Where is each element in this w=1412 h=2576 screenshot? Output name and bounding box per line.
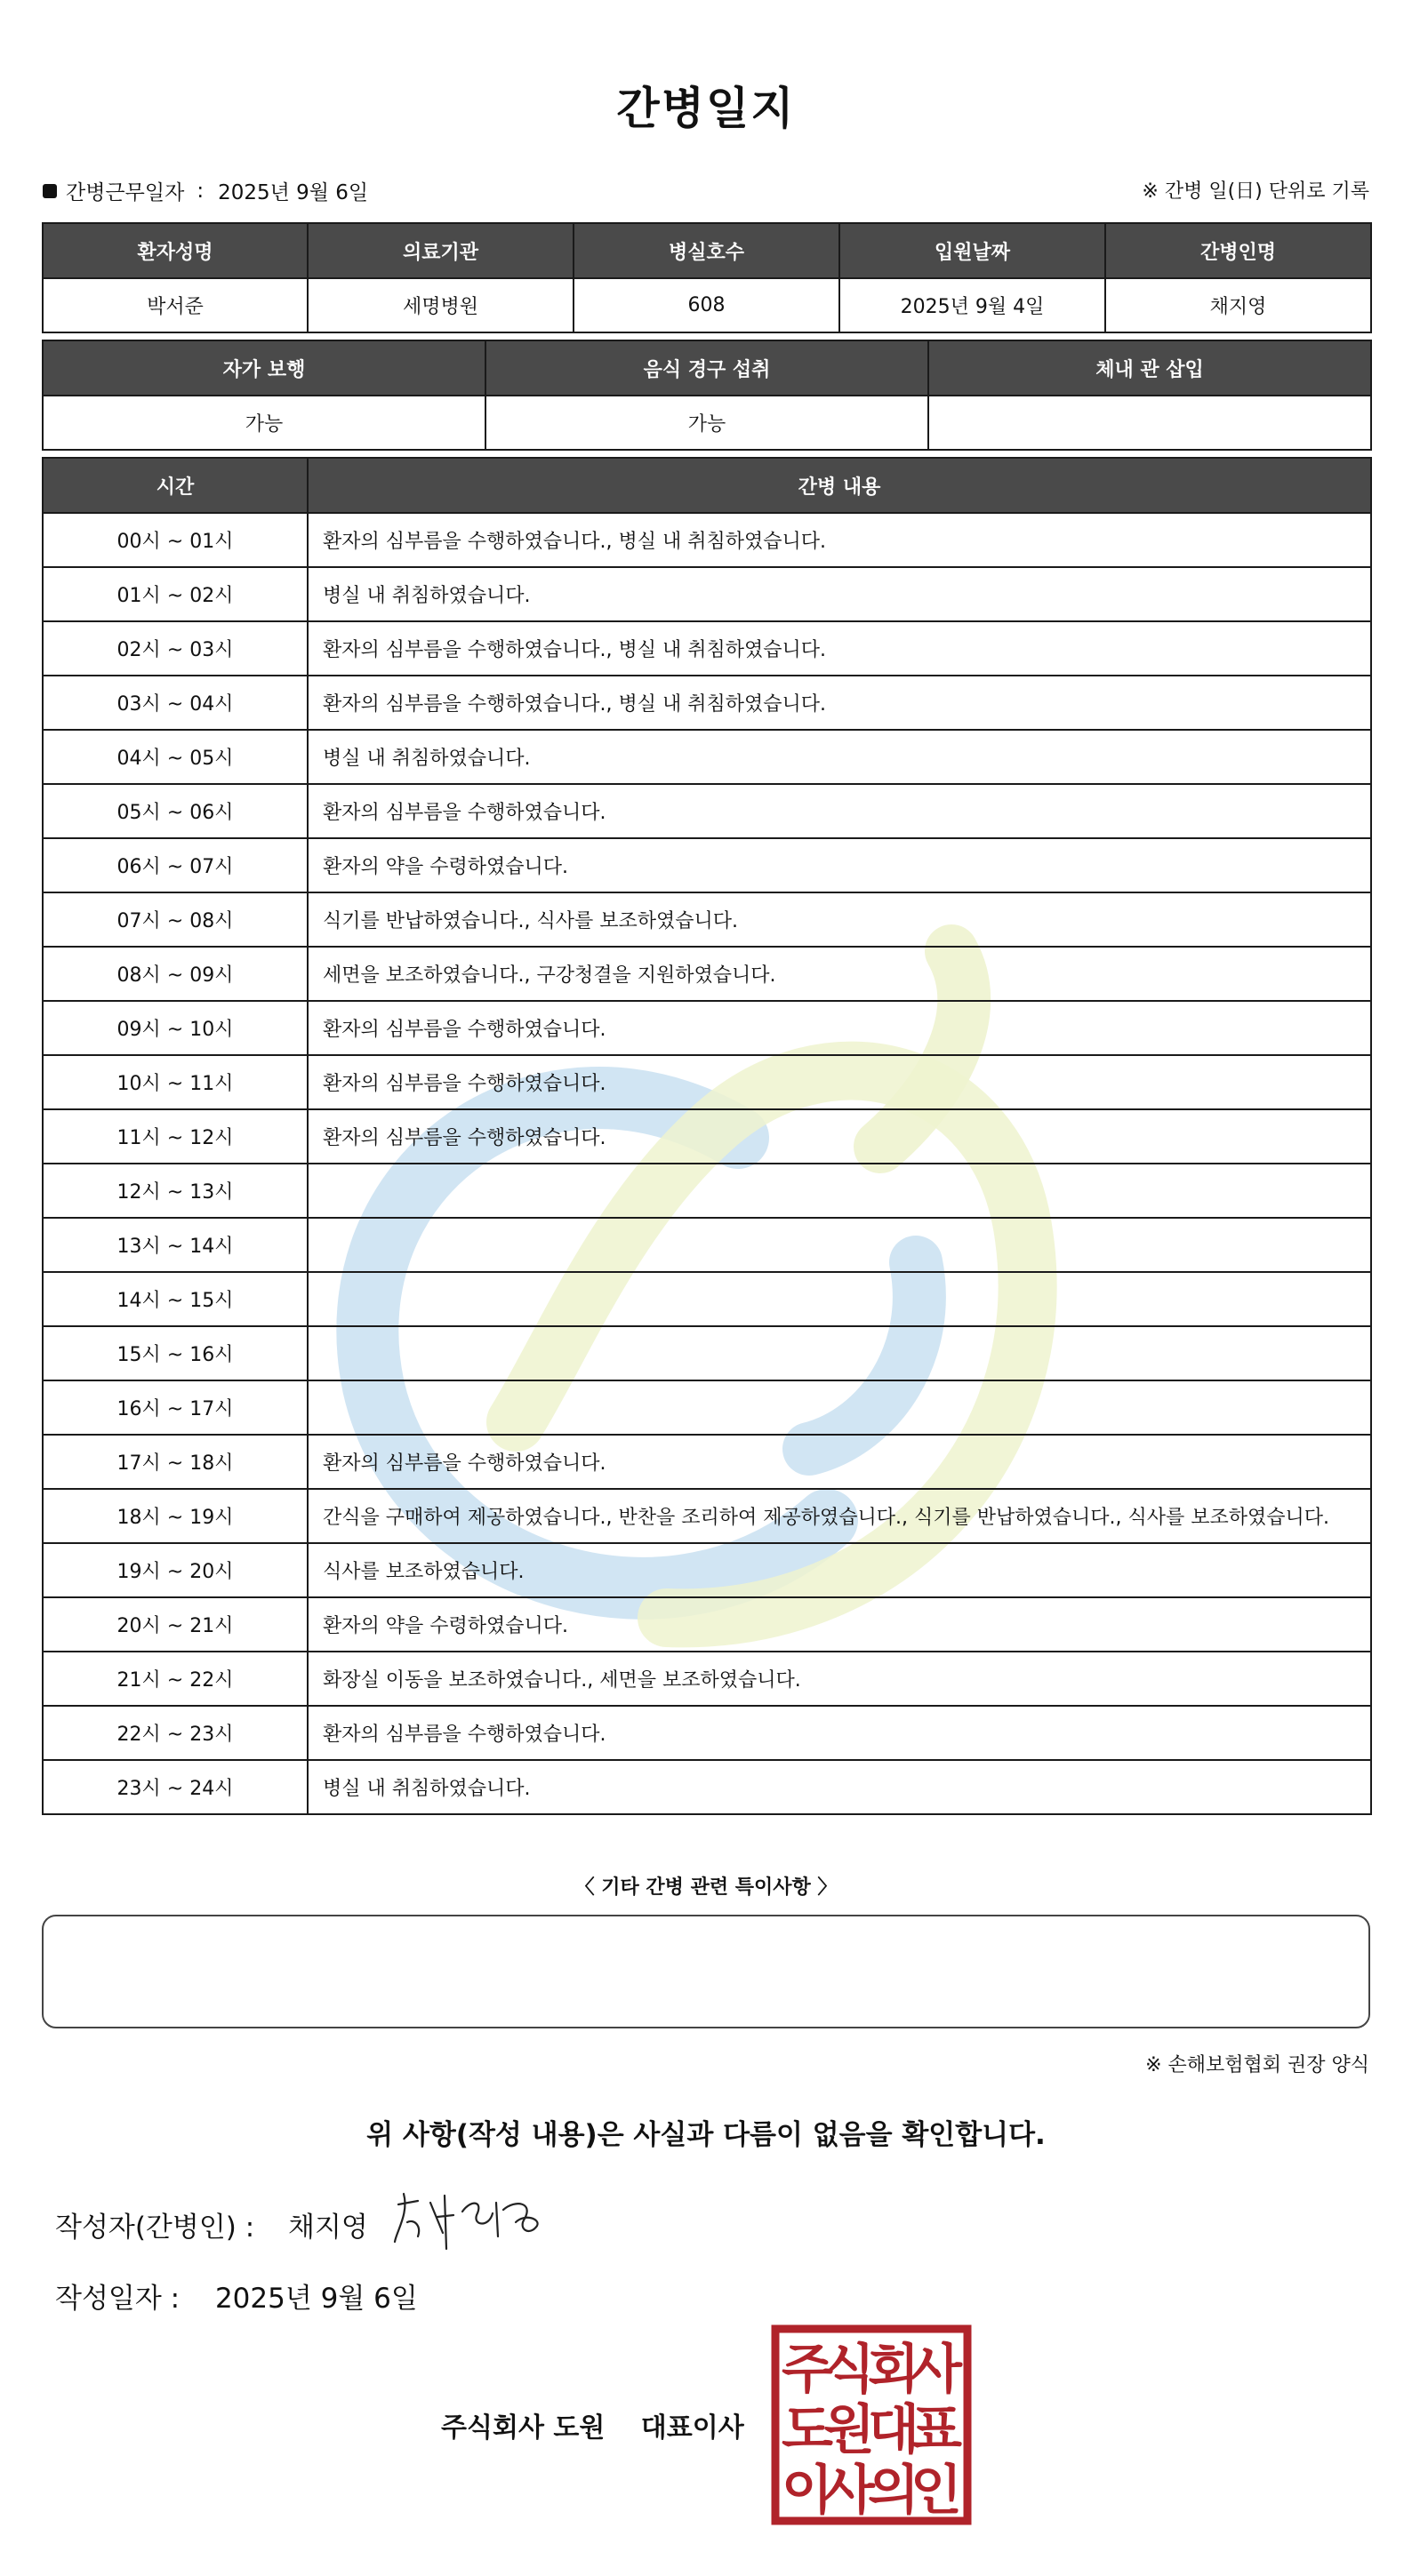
care-log-content: 환자의 심부름을 수행하였습니다. [308, 1055, 1371, 1109]
company-line [441, 2405, 744, 2444]
care-log-row [43, 1489, 1371, 1543]
header-tube-insertion: 체내 관 삽입 [928, 340, 1371, 396]
header-care-content: 간병 내용 [308, 458, 1371, 513]
notes-title: 〈 기타 간병 관련 특이사항 〉 [574, 1876, 838, 1899]
patient-info-header-row [43, 223, 1371, 278]
care-log-time: 23시 ~ 24시 [43, 1760, 308, 1814]
care-log-time: 18시 ~ 19시 [43, 1489, 308, 1543]
svg-text:의: 의 [868, 2460, 919, 2522]
care-log-row [43, 838, 1371, 892]
care-log-content: 환자의 심부름을 수행하였습니다. [308, 1706, 1371, 1760]
care-log-time: 03시 ~ 04시 [43, 676, 308, 730]
svg-text:주: 주 [782, 2339, 833, 2401]
care-log-body [43, 513, 1371, 1814]
care-log-row [43, 1760, 1371, 1814]
care-log-time: 08시 ~ 09시 [43, 947, 308, 1001]
handwritten-signature [391, 2187, 542, 2258]
writing-date-label: 작성일자 : [55, 2283, 181, 2315]
care-log-row [43, 1055, 1371, 1109]
writer-label: 작성자(간병인) : [55, 2212, 255, 2244]
header-room-number: 병실호수 [574, 223, 839, 278]
care-log-time: 09시 ~ 10시 [43, 1001, 308, 1055]
confirmation-statement: 위 사항(작성 내용)은 사실과 다름이 없음을 확인합니다. [366, 2119, 1046, 2151]
writer-name: 채지영 [288, 2212, 368, 2244]
writing-date-value: 2025년 9월 6일 [214, 2283, 418, 2315]
care-log-time: 11시 ~ 12시 [43, 1109, 308, 1164]
care-log-content: 환자의 심부름을 수행하였습니다. [308, 784, 1371, 838]
care-log-time: 00시 ~ 01시 [43, 513, 308, 567]
square-bullet-icon [43, 184, 57, 198]
care-log-content: 환자의 심부름을 수행하였습니다. [308, 1109, 1371, 1164]
care-log-content: 화장실 이동을 보조하였습니다., 세면을 보조하였습니다. [308, 1652, 1371, 1706]
svg-text:원: 원 [823, 2399, 875, 2461]
work-date-label: 간병근무일자 [66, 181, 185, 204]
care-log-time: 15시 ~ 16시 [43, 1326, 308, 1380]
admission-date: 2025년 9월 4일 [839, 278, 1105, 332]
patient-info-table [42, 222, 1372, 333]
care-log-time: 17시 ~ 18시 [43, 1435, 308, 1489]
care-log-row [43, 947, 1371, 1001]
care-log-time: 07시 ~ 08시 [43, 892, 308, 947]
care-log-content: 병실 내 취침하였습니다. [308, 1760, 1371, 1814]
care-log-row [43, 1543, 1371, 1597]
care-log-header-row [43, 458, 1371, 513]
care-log-time: 13시 ~ 14시 [43, 1218, 308, 1272]
care-log-time: 04시 ~ 05시 [43, 730, 308, 784]
care-log-row [43, 784, 1371, 838]
care-log-time: 06시 ~ 07시 [43, 838, 308, 892]
care-log-content [308, 1380, 1371, 1435]
self-walking-value: 가능 [43, 396, 485, 450]
care-log-content: 세면을 보조하였습니다., 구강청결을 지원하였습니다. [308, 947, 1371, 1001]
care-log-time: 01시 ~ 02시 [43, 567, 308, 621]
care-log-row [43, 1272, 1371, 1326]
care-log-content [308, 1272, 1371, 1326]
work-date-separator: : [197, 179, 205, 203]
patient-info-value-row [43, 278, 1371, 332]
care-log-time: 21시 ~ 22시 [43, 1652, 308, 1706]
care-log-row [43, 1164, 1371, 1218]
care-log-content: 환자의 약을 수령하였습니다. [308, 838, 1371, 892]
care-log-content [308, 1326, 1371, 1380]
patient-name: 박서준 [43, 278, 308, 332]
patient-status-table [42, 340, 1372, 451]
care-log-content: 병실 내 취침하였습니다. [308, 567, 1371, 621]
work-date [43, 176, 368, 205]
caregiver-name: 채지영 [1105, 278, 1371, 332]
patient-status-value-row [43, 396, 1371, 450]
care-log-content: 환자의 심부름을 수행하였습니다., 병실 내 취침하였습니다. [308, 621, 1371, 676]
care-log-row [43, 892, 1371, 947]
patient-status-header-row [43, 340, 1371, 396]
care-log-row [43, 1109, 1371, 1164]
care-log-content: 환자의 심부름을 수행하였습니다., 병실 내 취침하였습니다. [308, 513, 1371, 567]
care-log-content: 환자의 심부름을 수행하였습니다. [308, 1001, 1371, 1055]
care-log-content: 환자의 심부름을 수행하였습니다., 병실 내 취침하였습니다. [308, 676, 1371, 730]
care-log-content [308, 1164, 1371, 1218]
care-log-content: 식사를 보조하였습니다. [308, 1543, 1371, 1597]
unit-note: ※ 간병 일(日) 단위로 기록 [1142, 180, 1369, 203]
care-log-content: 간식을 구매하여 제공하였습니다., 반찬을 조리하여 제공하였습니다., 식기를 반납하였습니다., 식사를 보조하였습니다. [308, 1489, 1371, 1543]
company-seal-stamp [770, 2324, 973, 2526]
care-log-row [43, 567, 1371, 621]
svg-text:사: 사 [823, 2460, 875, 2522]
care-log-time: 14시 ~ 15시 [43, 1272, 308, 1326]
form-note: ※ 손해보험협회 권장 양식 [1145, 2054, 1369, 2076]
work-date-value: 2025년 9월 6일 [218, 181, 369, 204]
svg-text:인: 인 [911, 2460, 962, 2522]
work-date-row [43, 176, 1369, 212]
hospital-name: 세명병원 [308, 278, 574, 332]
care-log-row [43, 1597, 1371, 1652]
svg-text:식: 식 [823, 2339, 875, 2401]
svg-text:대: 대 [868, 2399, 919, 2461]
care-log-time: 16시 ~ 17시 [43, 1380, 308, 1435]
header-oral-intake: 음식 경구 섭취 [485, 340, 928, 396]
header-hospital: 의료기관 [308, 223, 574, 278]
tube-insertion-value [928, 396, 1371, 450]
room-number: 608 [574, 278, 839, 332]
svg-text:사: 사 [911, 2339, 962, 2401]
care-log-row [43, 621, 1371, 676]
care-log-row [43, 1001, 1371, 1055]
care-log-content [308, 1218, 1371, 1272]
svg-text:표: 표 [911, 2399, 962, 2461]
care-log-time: 22시 ~ 23시 [43, 1706, 308, 1760]
writer-line [55, 2204, 368, 2244]
care-log-content: 식기를 반납하였습니다., 식사를 보조하였습니다. [308, 892, 1371, 947]
header-self-walking: 자가 보행 [43, 340, 485, 396]
care-log-row [43, 513, 1371, 567]
care-log-row [43, 676, 1371, 730]
oral-intake-value: 가능 [485, 396, 928, 450]
care-log-row [43, 1380, 1371, 1435]
svg-text:회: 회 [868, 2339, 919, 2401]
care-log-time: 10시 ~ 11시 [43, 1055, 308, 1109]
care-log-row [43, 1706, 1371, 1760]
care-log-time: 02시 ~ 03시 [43, 621, 308, 676]
care-log-row [43, 730, 1371, 784]
care-log-time: 19시 ~ 20시 [43, 1543, 308, 1597]
care-log-table [42, 457, 1372, 1815]
header-patient-name: 환자성명 [43, 223, 308, 278]
svg-text:이: 이 [782, 2460, 833, 2522]
svg-text:도: 도 [782, 2399, 833, 2461]
header-time: 시간 [43, 458, 308, 513]
writing-date-line [55, 2276, 418, 2316]
company-name: 주식회사 도원 [441, 2412, 606, 2444]
care-log-row [43, 1218, 1371, 1272]
representative-title: 대표이사 [640, 2412, 744, 2444]
care-log-content: 환자의 약을 수령하였습니다. [308, 1597, 1371, 1652]
care-log-row [43, 1326, 1371, 1380]
page-title: 간병일지 [616, 83, 796, 134]
header-caregiver-name: 간병인명 [1105, 223, 1371, 278]
care-log-content: 병실 내 취침하였습니다. [308, 730, 1371, 784]
care-log-row [43, 1435, 1371, 1489]
care-log-time: 12시 ~ 13시 [43, 1164, 308, 1218]
special-notes-box [42, 1915, 1370, 2028]
care-log-time: 05시 ~ 06시 [43, 784, 308, 838]
care-log-content: 환자의 심부름을 수행하였습니다. [308, 1435, 1371, 1489]
header-admission-date: 입원날짜 [839, 223, 1105, 278]
care-log-time: 20시 ~ 21시 [43, 1597, 308, 1652]
care-log-row [43, 1652, 1371, 1706]
